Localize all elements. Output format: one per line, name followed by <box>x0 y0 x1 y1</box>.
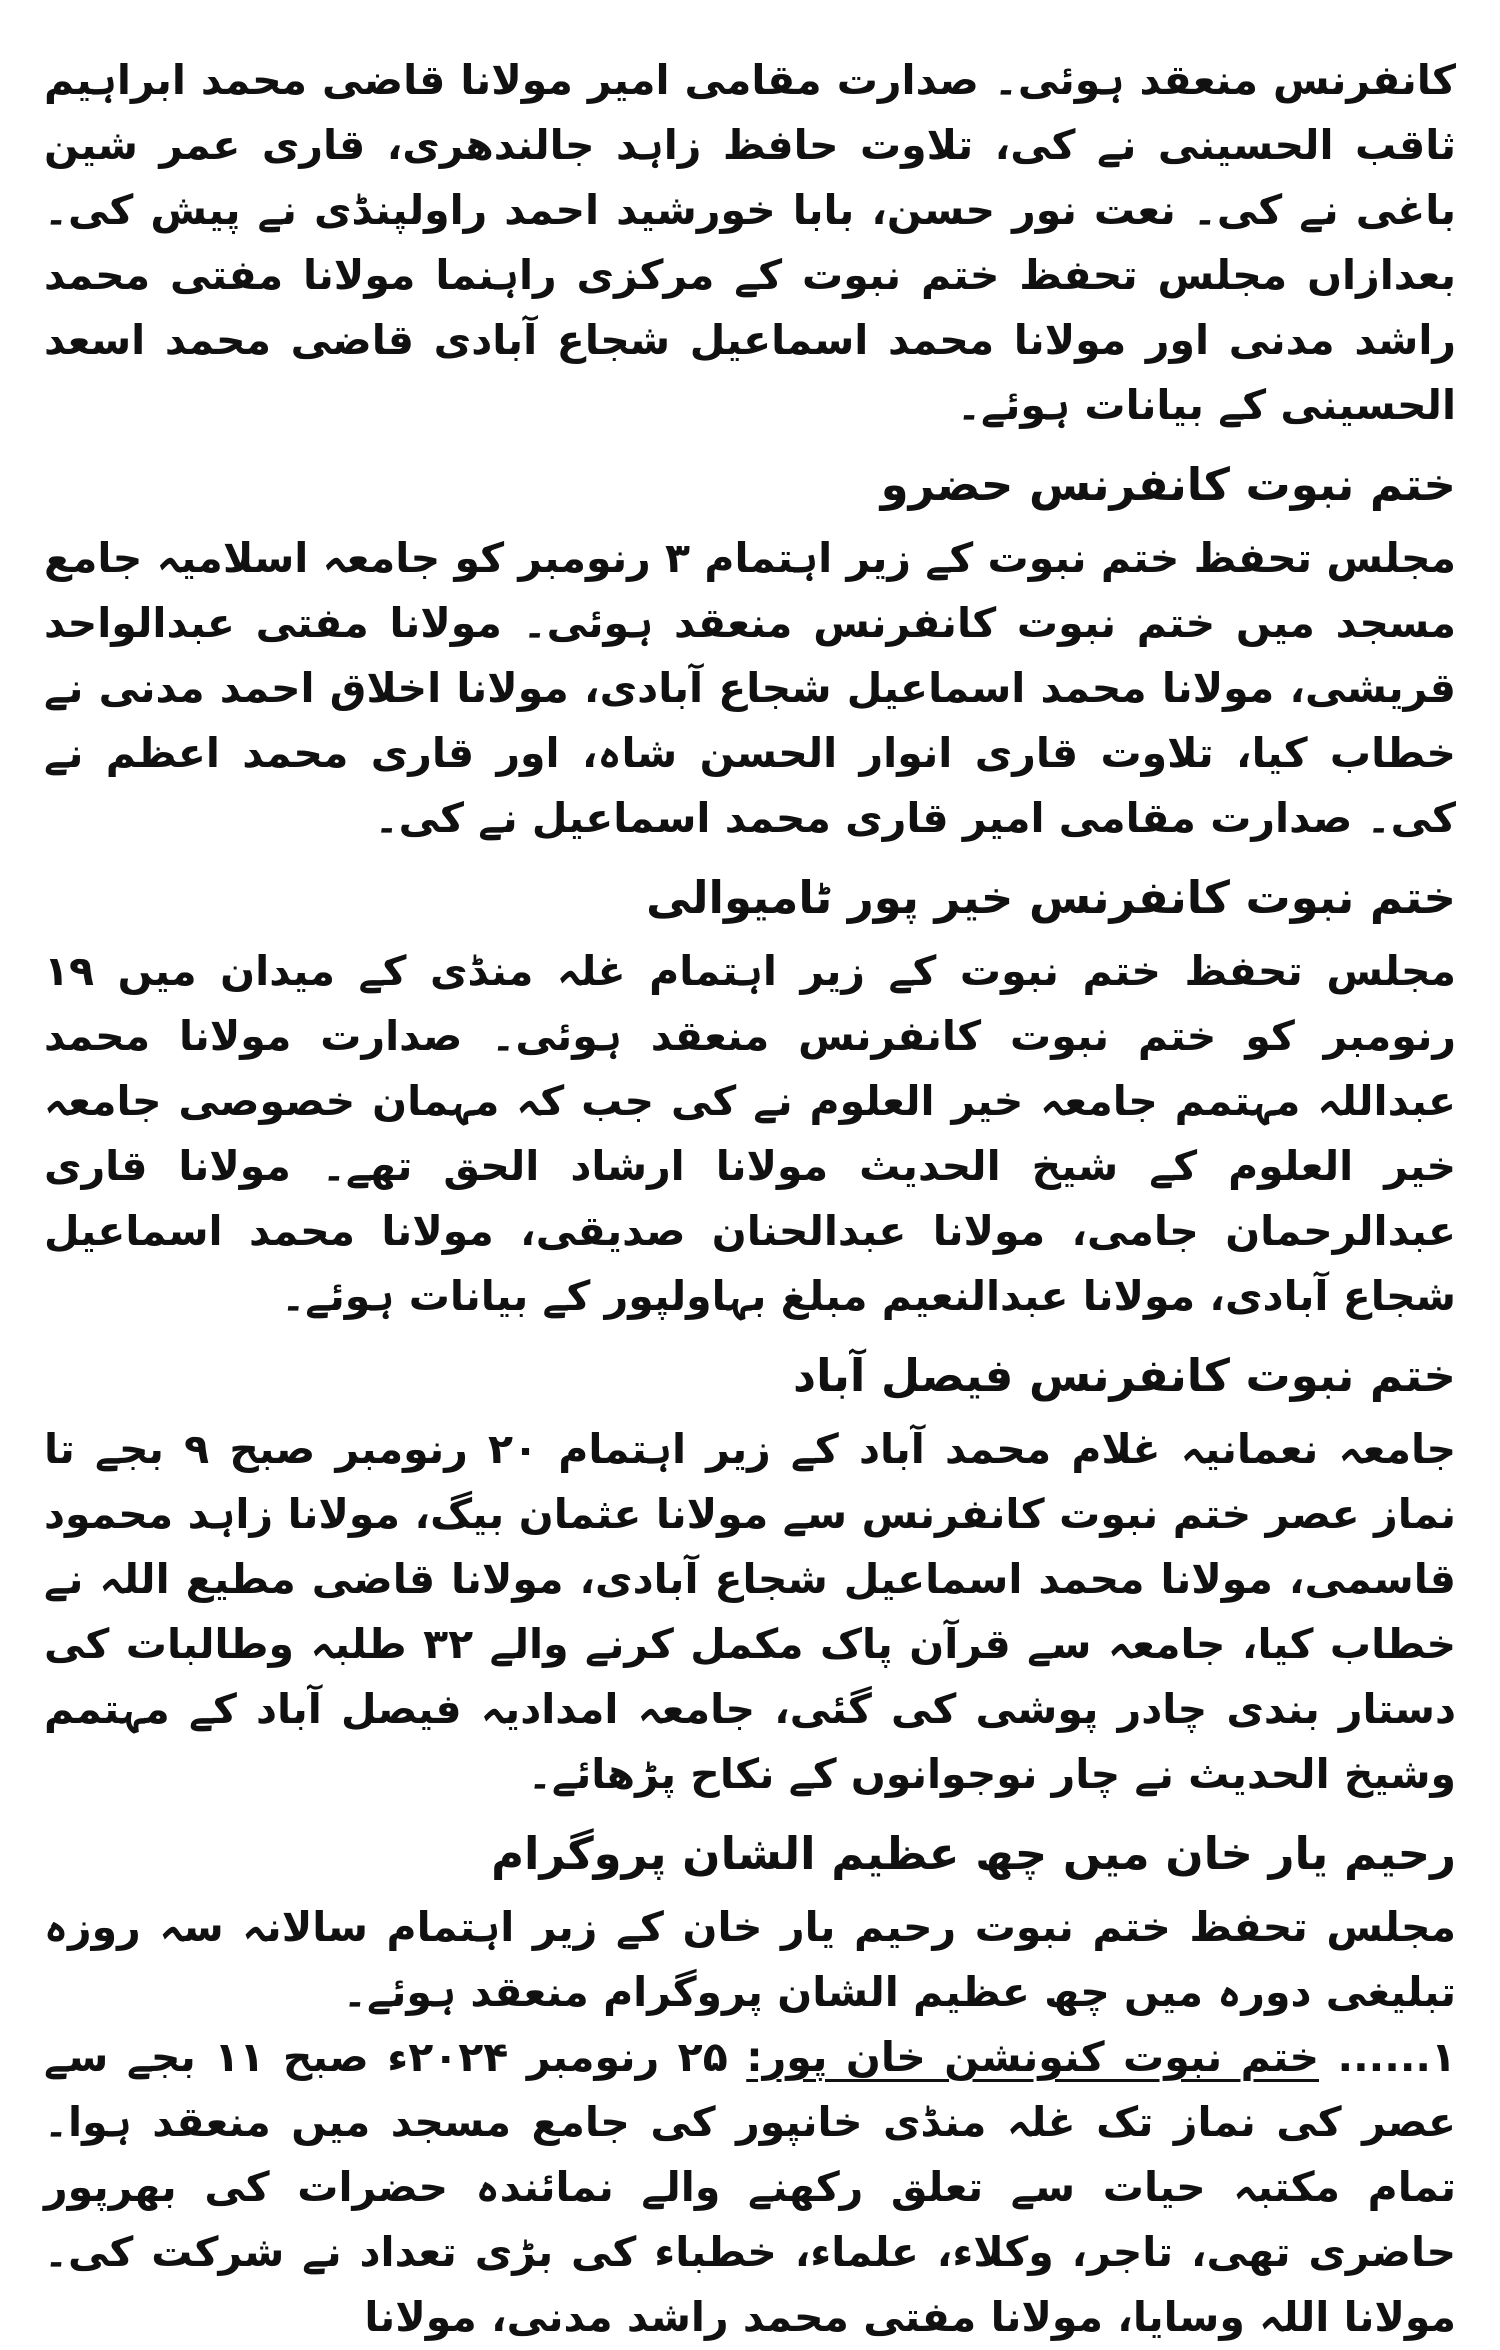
final-item-body: ۲۵ رنومبر ۲۰۲۴ء صبح ۱۱ بجے سے عصر کی نماز تک غلہ منڈی خانپور کی جامع مسجد میں منعقد ہوا۔ تمام مکتبہ حیات سے تعلق رکھنے والے نمائندہ حضرات کی بھرپور حاضری تھی، تاجر، وکلاء، علماء، خطباء کی بڑی تعداد نے شرکت کی۔ مولانا اللہ وسایا، مولانا مفتی محمد راشد مدنی، مولانا <box>44 2033 1456 2341</box>
section-body-faisalabad: جامعہ نعمانیہ غلام محمد آباد کے زیر اہتمام ۲۰ رنومبر صبح ۹ بجے تا نماز عصر ختم نبوت کانفرنس سے مولانا عثمان بیگ، مولانا زاہد محمود قاسمی، مولانا محمد اسماعیل شجاع آبادی، مولانا قاضی مطیع اللہ نے خطاب کیا، جامعہ سے قرآن پاک مکمل کرنے والے ۳۲ طلبہ وطالبات کی دستار بندی چادر پوشی کی گئی، جامعہ امدادیہ فیصل آباد کے مہتمم وشیخ الحدیث نے چار نوجوانوں کے نکاح پڑھائے۔ <box>44 1425 1456 1798</box>
section-body-hazro: مجلس تحفظ ختم نبوت کے زیر اہتمام ۳ رنومبر کو جامعہ اسلامیہ جامع مسجد میں ختم نبوت کانفرنس منعقد ہوئی۔ مولانا مفتی عبدالواحد قریشی، مولانا محمد اسماعیل شجاع آبادی، مولانا اخلاق احمد مدنی نے خطاب کیا، تلاوت قاری انوار الحسن شاہ، اور قاری محمد اعظم نے کی۔ صدارت مقامی امیر قاری محمد اسماعیل نے کی۔ <box>44 534 1456 842</box>
section-heading-hazro: ختم نبوت کانفرنس حضرو <box>880 458 1456 511</box>
intro-paragraph: کانفرنس منعقد ہوئی۔ صدارت مقامی امیر مولانا قاضی محمد ابراہیم ثاقب الحسینی نے کی، تلاوت حافظ زاہد جالندھری، قاری عمر شین باغی نے کی۔ نعت نور حسن، بابا خورشید احمد راولپنڈی نے پیش کی۔ بعدازاں مجلس تحفظ ختم نبوت کے مرکزی راہنما مولانا مفتی محمد راشد مدنی اور مولانا محمد اسماعیل شجاع آبادی قاضی محمد اسعد الحسینی کے بیانات ہوئے۔ <box>44 56 1456 429</box>
final-item-inline-heading: ختم نبوت کنونشن خان پور: <box>746 2033 1320 2081</box>
section-heading-rahim-yar-khan: رحیم یار خان میں چھ عظیم الشان پروگرام <box>491 1827 1456 1880</box>
section-body-khairpur-tamewali: مجلس تحفظ ختم نبوت کے زیر اہتمام غلہ منڈی کے میدان میں ۱۹ رنومبر کو ختم نبوت کانفرنس منعقد ہوئی۔ صدارت مولانا محمد عبداللہ مہتمم جامعہ خیر العلوم نے کی جب کہ مہمان خصوصی جامعہ خیر العلوم کے شیخ الحدیث مولانا ارشاد الحق تھے۔ مولانا قاری عبدالرحمان جامی، مولانا عبدالحنان صدیقی، مولانا محمد اسماعیل شجاع آبادی، مولانا عبدالنعیم مبلغ بہاولپور کے بیانات ہوئے۔ <box>44 947 1456 1320</box>
section-heading-faisalabad: ختم نبوت کانفرنس فیصل آباد <box>793 1349 1456 1402</box>
final-item-number: ۱...... <box>1337 2033 1457 2081</box>
section-heading-khairpur-tamewali: ختم نبوت کانفرنس خیر پور ٹامیوالی <box>646 871 1456 924</box>
section-body-rahim-yar-khan: مجلس تحفظ ختم نبوت رحیم یار خان کے زیر اہتمام سالانہ سہ روزہ تبلیغی دورہ میں چھ عظیم الشان پروگرام منعقد ہوئے۔ <box>44 1903 1456 2016</box>
final-item-paragraph <box>44 2025 1456 2350</box>
